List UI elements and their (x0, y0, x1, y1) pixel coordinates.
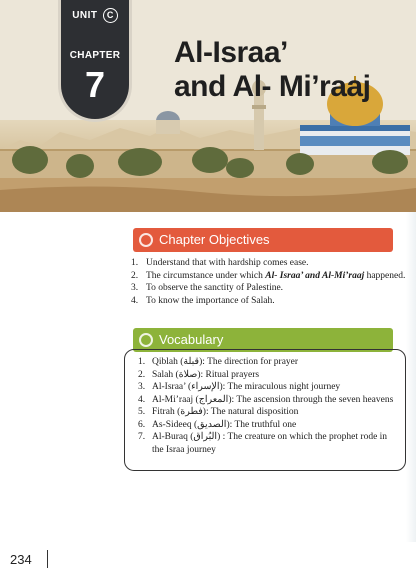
list-item: 1. Qiblah (قبلة): The direction for prayer (138, 357, 299, 367)
unit-label: UNIT C (61, 8, 129, 23)
unit-chapter-badge (58, 0, 132, 122)
list-item: 2. The circumstance under which Al- Israa’ and Al-Mi’raaj happened. (131, 270, 406, 281)
list-item: 2. Salah (صلاة): Ritual prayers (138, 369, 260, 380)
bullet-circle-icon (139, 333, 153, 347)
list-item: 1. Understand that with hardship comes ease. (131, 258, 309, 268)
list-item: 4. To know the importance of Salah. (131, 295, 275, 306)
list-item: 3. Al-Israa’ (الإسراء): The miraculous night journey (138, 382, 341, 392)
chapter-title (174, 36, 370, 104)
chapter-number: 7 (84, 64, 106, 105)
bullet-circle-icon (139, 233, 153, 247)
vocabulary-list (138, 356, 400, 456)
objectives-list (131, 257, 416, 307)
list-item: 7. Al-Buraq (البُراق) : The creature on which the prophet rode in the Israa journey (138, 432, 388, 455)
chapter-title-line2: and Al- Mi’raaj (174, 70, 371, 103)
list-item: 6. As-Sideeq (الصديق): The truthful one (138, 419, 297, 430)
objectives-heading: Chapter Objectives (133, 228, 393, 252)
vocabulary-heading: Vocabulary (133, 328, 393, 352)
emphasis-text: Al- Israa’ and Al-Mi’raaj (265, 270, 365, 281)
unit-letter: C (103, 8, 118, 23)
list-item: 3. To observe the sanctity of Palestine. (131, 283, 284, 293)
chapter-label: CHAPTER (69, 50, 121, 61)
page-number: 234 (10, 552, 32, 567)
list-item: 5. Fitrah (فطرة): The natural disposition (138, 407, 299, 417)
page-number-divider (47, 550, 48, 568)
list-item: 4. Al-Mi’raaj (المعراج): The ascension through the seven heavens (138, 394, 394, 405)
header-banner (0, 0, 416, 212)
chapter-title-line1: Al-Israa’ (174, 36, 288, 69)
